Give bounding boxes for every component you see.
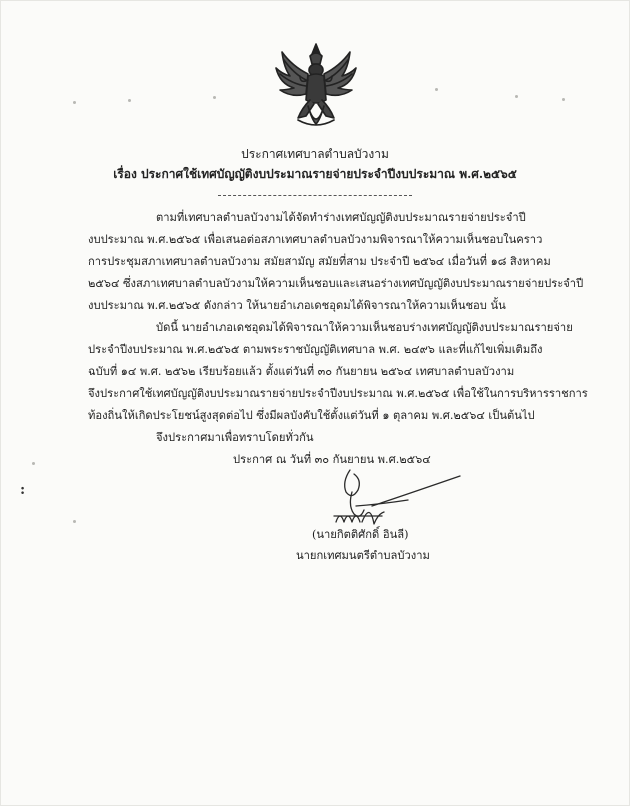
paragraph-1-line: งบประมาณ พ.ศ.๒๕๖๕ เพื่อเสนอต่อสภาเทศบาลตำบลบัวงามพิจารณาให้ความเห็นชอบในคราว [88, 233, 543, 246]
scan-speck [128, 99, 131, 102]
paragraph-1-line: ตามที่เทศบาลตำบลบัวงามได้จัดทำร่างเทศบัญญัติงบประมาณรายจ่ายประจำปี [156, 211, 526, 224]
issue-date: ประกาศ ณ วันที่ ๓๐ กันยายน พ.ศ.๒๕๖๔ [233, 453, 431, 466]
paragraph-1-line: งบประมาณ พ.ศ.๒๕๖๕ ดังกล่าว ให้นายอำเภอเดชอุดมได้พิจารณาให้ความเห็นชอบ นั้น [88, 299, 506, 312]
paragraph-2-line: ท้องถิ่นให้เกิดประโยชน์สูงสุดต่อไป ซึ่งมีผลบังคับใช้ตั้งแต่วันที่ ๑ ตุลาคม พ.ศ.๒๕๖๔ เป็นต้นไป [88, 409, 535, 422]
paragraph-2-line: จึงประกาศใช้เทศบัญญัติงบประมาณรายจ่ายประจำปีงบประมาณ พ.ศ.๒๕๖๕ เพื่อใช้ในการบริหารราชการ [88, 387, 588, 400]
paragraph-2-line: บัดนี้ นายอำเภอเดชอุดมได้พิจารณาให้ความเห็นชอบร่างเทศบัญญัติงบประมาณรายจ่าย [156, 321, 573, 334]
paragraph-1-line: ๒๕๖๔ ซึ่งสภาเทศบาลตำบลบัวงามให้ความเห็นชอบและเสนอร่างเทศบัญญัติงบประมาณรายจ่ายประจำปี [88, 277, 584, 290]
signature-mark [312, 462, 462, 530]
margin-mark: : [20, 482, 26, 498]
scan-speck [213, 96, 216, 99]
scan-speck [73, 101, 76, 104]
announcement-title: ประกาศเทศบาลตำบลบัวงาม [241, 147, 389, 161]
title-divider [218, 195, 412, 196]
paragraph-2-line: ฉบับที่ ๑๔ พ.ศ. ๒๕๖๒ เรียบร้อยแล้ว ตั้งแต่วันที่ ๓๐ กันยายน ๒๕๖๔ เทศบาลตำบลบัวงาม [88, 365, 515, 378]
signatory-position: นายกเทศมนตรีตำบลบัวงาม [296, 549, 430, 562]
scan-speck [515, 95, 518, 98]
paragraph-2-line: ประจำปีงบประมาณ พ.ศ.๒๕๖๕ ตามพระราชบัญญัติเทศบาล พ.ศ. ๒๔๙๖ และที่แก้ไขเพิ่มเติมถึง [88, 343, 543, 356]
garuda-emblem-icon [268, 40, 364, 136]
scan-speck [562, 98, 565, 101]
paragraph-1-line: การประชุมสภาเทศบาลตำบลบัวงาม สมัยสามัญ สมัยที่สาม ประจำปี ๒๕๖๔ เมื่อวันที่ ๑๘ สิงหาคม [88, 255, 551, 268]
closing-statement: จึงประกาศมาเพื่อทราบโดยทั่วกัน [156, 431, 314, 444]
scan-speck [32, 462, 35, 465]
scan-speck [73, 520, 76, 523]
signatory-name: (นายกิตติศักดิ์ อินลี) [312, 528, 409, 541]
scan-speck [435, 88, 438, 91]
announcement-subject: เรื่อง ประกาศใช้เทศบัญญัติงบประมาณรายจ่ายประจำปีงบประมาณ พ.ศ.๒๕๖๕ [113, 167, 517, 181]
